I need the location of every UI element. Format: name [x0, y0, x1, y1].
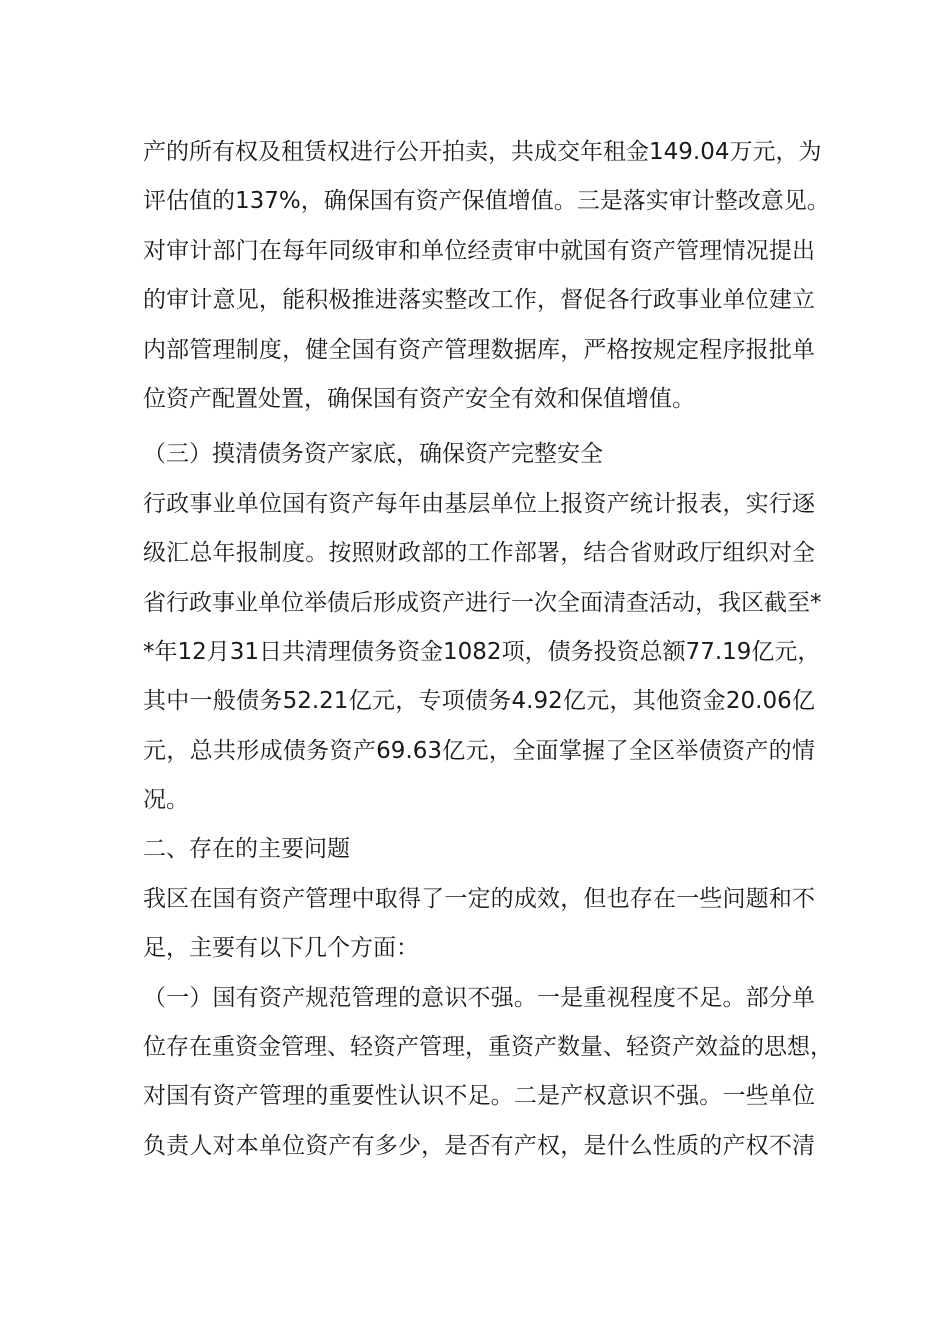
- text-line: （一）国有资产规范管理的意识不强。一是重视程度不足。部分单: [143, 984, 815, 1011]
- text-line: 负责人对本单位资产有多少，是否有产权，是什么性质的产权不清: [143, 1132, 815, 1159]
- text-line: 我区在国有资产管理中取得了一定的成效，但也存在一些问题和不: [143, 885, 815, 912]
- text-line: 级汇总年报制度。按照财政部的工作部署，结合省财政厅组织对全: [143, 540, 815, 567]
- text-line: 对审计部门在每年同级审和单位经责审中就国有资产管理情况提出: [143, 237, 815, 264]
- section-heading: （三）摸清债务资产家底，确保资产完整安全: [143, 441, 603, 468]
- text-line: 其中一般债务52.21亿元，专项债务4.92亿元，其他资金20.06亿: [143, 688, 815, 715]
- text-line: 评估值的137%，确保国有资产保值增值。三是落实审计整改意见。: [143, 188, 830, 215]
- text-line: 位资产配置处置，确保国有资产安全有效和保值增值。: [143, 385, 695, 412]
- text-line: 对国有资产管理的重要性认识不足。二是产权意识不强。一些单位: [143, 1083, 815, 1110]
- text-line: *年12月31日共清理债务资金1082项，债务投资总额77.19亿元，: [143, 638, 821, 665]
- text-line: 元，总共形成债务资产69.63亿元，全面掌握了全区举债资产的情: [143, 737, 815, 764]
- text-line: 况。: [143, 787, 189, 814]
- document-body: [143, 128, 833, 1171]
- text-line: 内部管理制度，健全国有资产管理数据库，严格按规定程序报批单: [143, 336, 815, 363]
- text-line: 省行政事业单位举债后形成资产进行一次全面清查活动，我区截至*: [143, 589, 822, 616]
- section-heading: 二、存在的主要问题: [143, 836, 350, 863]
- text-line: 足，主要有以下几个方面：: [143, 935, 419, 962]
- text-line: 位存在重资金管理、轻资产管理，重资产数量、轻资产效益的思想，: [143, 1034, 833, 1061]
- text-line: 的审计意见，能积极推进落实整改工作，督促各行政事业单位建立: [143, 287, 815, 314]
- text-line: 产的所有权及租赁权进行公开拍卖，共成交年租金149.04万元，为: [143, 139, 822, 165]
- text-line: 行政事业单位国有资产每年由基层单位上报资产统计报表，实行逐: [143, 490, 815, 517]
